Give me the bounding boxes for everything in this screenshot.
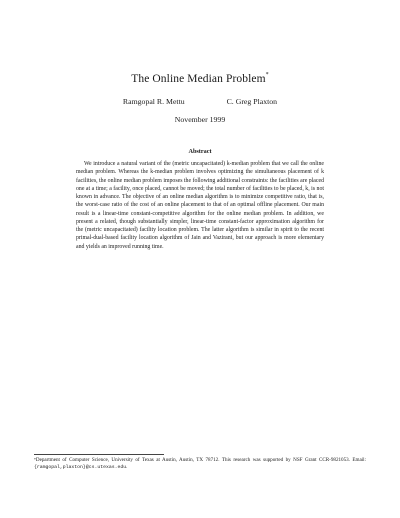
paper-title-text: The Online Median Problem — [131, 73, 266, 85]
author-name: C. Greg Plaxton — [226, 97, 278, 106]
footnote-text: Department of Computer Science, University of Texas at Austin, Austin, TX 78712. This research was supported by NSF Grant CCR-9821053. Email: — [35, 457, 366, 463]
paper-title — [0, 73, 400, 85]
author-list — [0, 97, 400, 106]
footnote-mark: * — [34, 457, 36, 462]
footnote — [34, 457, 366, 471]
footnote-email: {ramgopal,plaxton}@cs.utexas.edu — [34, 465, 127, 471]
publication-date: November 1999 — [174, 115, 226, 124]
footnote-rule — [34, 454, 164, 455]
author-name: Ramgopal R. Mettu — [122, 97, 185, 106]
abstract-body: We introduce a natural variant of the (metric uncapacitated) k-median problem that we call the online median problem. Whereas the k-median problem involves optimizing the simultaneous placement of k facilities, the online median problem imposes the following additional constraints: the facilities are placed one at a time; a facility, once placed, cannot be moved; the total number of facilities to be placed, k, is not known in advance. The objective of an online median algorithm is to minimize competitive ratio, that is, the worst-case ratio of the cost of an online placement to that of an optimal offline placement. Our main result is a linear-time constant-competitive algorithm for the online median problem. In addition, we present a related, though substantially simpler, linear-time constant-factor approximation algorithm for the (metric uncapacitated) facility location problem. The latter algorithm is similar in spirit to the recent primal-dual-based facility location algorithm of Jain and Vazirani, but our approach is more elementary and yields an improved running time. — [76, 161, 324, 250]
abstract-heading: Abstract — [188, 148, 212, 155]
footnote-end: . — [126, 464, 128, 471]
title-footnote-mark: * — [265, 72, 269, 78]
